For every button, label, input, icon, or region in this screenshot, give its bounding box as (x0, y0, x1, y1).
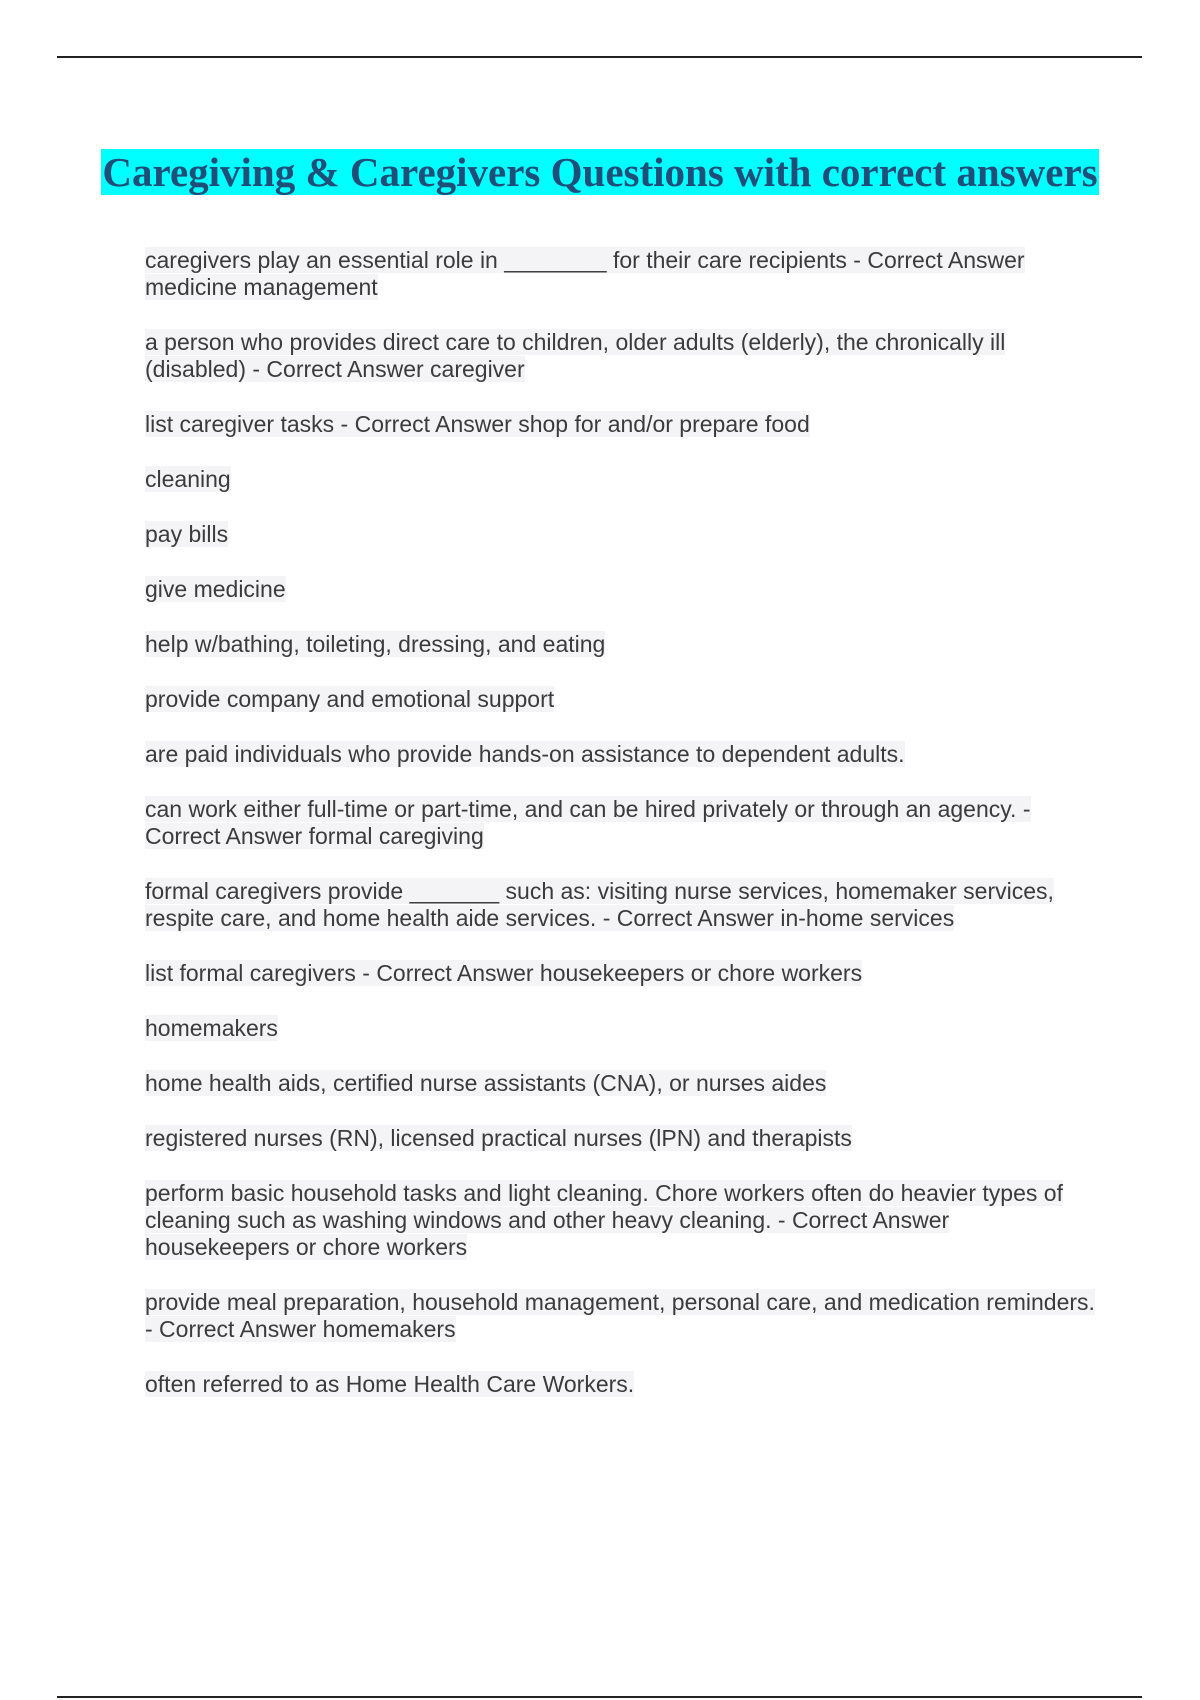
paragraph: help w/bathing, toileting, dressing, and eating (145, 631, 606, 657)
paragraph: home health aids, certified nurse assistants (CNA), or nurses aides (145, 1070, 827, 1096)
paragraph: give medicine (145, 576, 286, 602)
paragraph: provide company and emotional support (145, 686, 555, 712)
paragraph: perform basic household tasks and light cleaning. Chore workers often do heavier types of cleaning such as washing windows and other heavy cleaning. - Correct Answer housekeepers or chore workers (145, 1180, 1063, 1260)
paragraph: list caregiver tasks - Correct Answer shop for and/or prepare food (145, 411, 810, 437)
page-title (60, 146, 1140, 198)
paragraph: provide meal preparation, household management, personal care, and medication reminders. - Correct Answer homemakers (145, 1289, 1095, 1342)
document-body (145, 247, 1095, 1426)
paragraph: a person who provides direct care to children, older adults (elderly), the chronically ill (disabled) - Correct Answer caregiver (145, 329, 1006, 382)
paragraph: registered nurses (RN), licensed practical nurses (lPN) and therapists (145, 1125, 852, 1151)
paragraph: formal caregivers provide _______ such as: visiting nurse services, homemaker services, respite care, and home health aide services. - Correct Answer in-home services (145, 878, 1054, 931)
paragraph: caregivers play an essential role in ________ for their care recipients - Correct Answer medicine management (145, 247, 1025, 300)
paragraph: list formal caregivers - Correct Answer housekeepers or chore workers (145, 960, 863, 986)
paragraph: are paid individuals who provide hands-on assistance to dependent adults. (145, 741, 905, 767)
paragraph: often referred to as Home Health Care Workers. (145, 1371, 635, 1397)
paragraph: homemakers (145, 1015, 278, 1041)
top-rule (57, 56, 1142, 58)
bottom-rule (57, 1696, 1142, 1698)
paragraph: cleaning (145, 466, 231, 492)
title-highlight: Caregiving & Caregivers Questions with correct answers (102, 149, 1098, 195)
paragraph: pay bills (145, 521, 229, 547)
paragraph: can work either full-time or part-time, and can be hired privately or through an agency. - Correct Answer formal caregiving (145, 796, 1031, 849)
